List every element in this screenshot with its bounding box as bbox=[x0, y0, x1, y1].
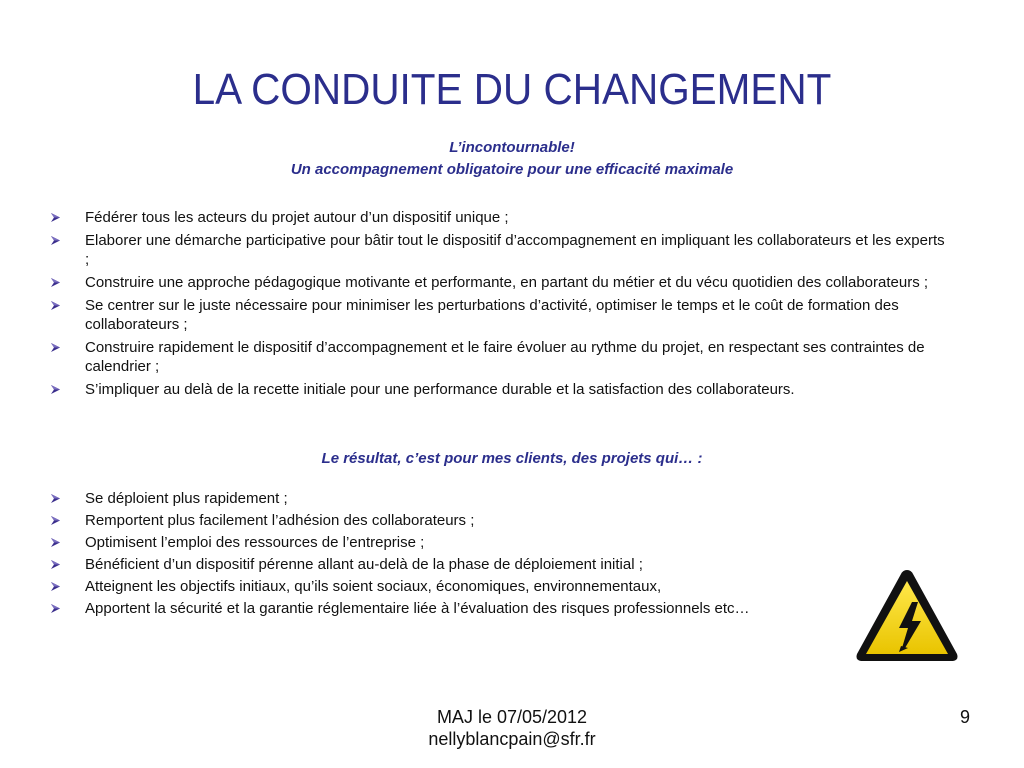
list-item bbox=[50, 380, 950, 399]
arrow-bullet-icon bbox=[50, 515, 61, 526]
list-item bbox=[50, 511, 950, 530]
list-item bbox=[50, 296, 950, 334]
electrical-hazard-warning-icon bbox=[852, 566, 962, 666]
list-item bbox=[50, 489, 950, 508]
page-number: 9 bbox=[959, 707, 970, 727]
list-item bbox=[50, 231, 950, 269]
arrow-bullet-icon bbox=[50, 581, 61, 592]
footer bbox=[362, 706, 662, 750]
arrow-bullet-icon bbox=[50, 277, 61, 288]
section-heading-resultat: Le résultat, c’est pour mes clients, des projets qui… : bbox=[321, 450, 703, 467]
list-item bbox=[50, 577, 950, 596]
list-item-text: Construire rapidement le dispositif d’accompagnement et le faire évoluer au rythme du projet, en respectant ses contraintes de calendrier ; bbox=[85, 339, 925, 375]
list-item-text: Bénéficient d’un dispositif pérenne allant au-delà de la phase de déploiement initial ; bbox=[85, 556, 643, 573]
list-item-text: Remportent plus facilement l’adhésion des collaborateurs ; bbox=[85, 512, 475, 529]
arrow-bullet-icon bbox=[50, 300, 61, 311]
footer-update-date: MAJ le 07/05/2012 bbox=[436, 707, 588, 727]
slide-title: LA CONDUITE DU CHANGEMENT bbox=[192, 65, 832, 114]
list-item-text: Apportent la sécurité et la garantie réglementaire liée à l’évaluation des risques professionnels etc… bbox=[85, 600, 750, 617]
arrow-bullet-icon bbox=[50, 603, 61, 614]
list-item-text: S’impliquer au delà de la recette initiale pour une performance durable et la satisfaction des collaborateurs. bbox=[85, 381, 795, 398]
arrow-bullet-icon bbox=[50, 559, 61, 570]
subtitle-incontournable: L’incontournable! bbox=[449, 139, 575, 156]
list-item-text: Atteignent les objectifs initiaux, qu’ils soient sociaux, économiques, environnementaux, bbox=[85, 578, 662, 595]
list-item bbox=[50, 208, 950, 227]
list-item-text: Fédérer tous les acteurs du projet autour d’un dispositif unique ; bbox=[85, 209, 509, 226]
list-item-text: Elaborer une démarche participative pour bâtir tout le dispositif d’accompagnement en impliquant les collaborateurs et les experts ; bbox=[85, 232, 945, 268]
arrow-bullet-icon bbox=[50, 537, 61, 548]
list-item bbox=[50, 533, 950, 552]
arrow-bullet-icon bbox=[50, 212, 61, 223]
list-item-text: Construire une approche pédagogique motivante et performante, en partant du métier et du vécu quotidien des collaborateurs ; bbox=[85, 274, 929, 291]
objectives-list bbox=[50, 208, 950, 403]
list-item bbox=[50, 555, 950, 574]
list-item-text: Se déploient plus rapidement ; bbox=[85, 490, 288, 507]
arrow-bullet-icon bbox=[50, 235, 61, 246]
list-item bbox=[50, 599, 950, 618]
arrow-bullet-icon bbox=[50, 384, 61, 395]
footer-email: nellyblancpain@sfr.fr bbox=[428, 729, 596, 749]
list-item bbox=[50, 273, 950, 292]
list-item-text: Optimisent l’emploi des ressources de l’entreprise ; bbox=[85, 534, 425, 551]
results-list bbox=[50, 489, 950, 621]
arrow-bullet-icon bbox=[50, 342, 61, 353]
subtitle-accompagnement: Un accompagnement obligatoire pour une efficacité maximale bbox=[290, 161, 734, 178]
arrow-bullet-icon bbox=[50, 493, 61, 504]
list-item-text: Se centrer sur le juste nécessaire pour minimiser les perturbations d’activité, optimiser le temps et le coût de formation des collaborateurs ; bbox=[85, 297, 899, 333]
list-item bbox=[50, 338, 950, 376]
